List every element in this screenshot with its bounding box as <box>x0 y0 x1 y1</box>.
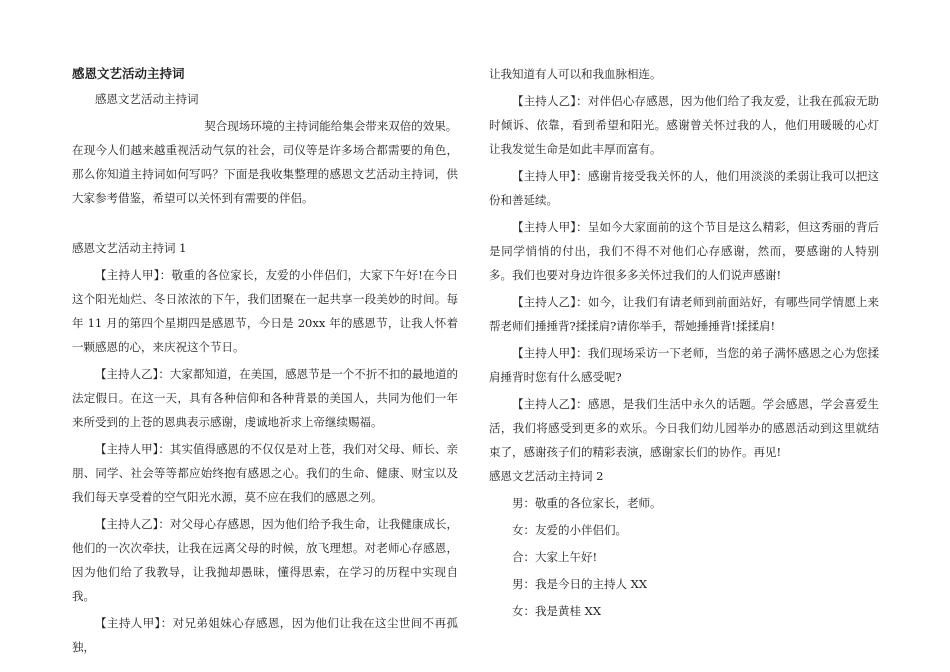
intro-first-line: 契合现场环境的主持词能给集会带来双倍的效果。 <box>204 119 458 133</box>
left-column <box>72 62 458 659</box>
document-subtitle: 感恩文艺活动主持词 <box>95 92 199 106</box>
dialogue-line: 女：友爱的小伴侣们。 <box>512 523 627 537</box>
right-column <box>489 62 879 623</box>
paragraph: 【主持人乙】：对父母心存感恩，因为他们给予我生命，让我健康成长，他们的一次次牵扶，让我在远离父母的时候，放飞理想。对老师心存感恩，因为他们给了我教导，让我抛却愚昧，懂得思索，在学习的历程中实现自我。 <box>72 517 458 603</box>
paragraph: 【主持人甲】：感谢肯接受我关怀的人，他们用淡淡的柔弱让我可以把这份和善延续。 <box>489 169 879 207</box>
dialogue-line: 女：我是黄桂 XX <box>512 604 602 618</box>
document-title: 感恩文艺活动主持词 <box>72 66 185 81</box>
paragraph: 【主持人甲】：我们现场采访一下老师，当您的弟子满怀感恩之心为您揉肩捶背时您有什么感受呢? <box>489 346 879 384</box>
paragraph: 【主持人甲】：对兄弟姐妹心存感恩，因为他们让我在这尘世间不再孤独， <box>72 616 458 654</box>
paragraph: 【主持人甲】：呈如今大家面前的这个节目是这么精彩，但这秀丽的背后是同学悄悄的付出，我们不得不对他们心存感谢，然而，要感谢的人特别多。我们也要对身边许很多多关怀过我们的人们说声感谢! <box>489 220 879 282</box>
paragraph: 【主持人乙】：对伴侣心存感恩，因为他们给了我友爱，让我在孤寂无助时倾诉、依靠，看到希望和阳光。感谢曾关怀过我的人，他们用暖暖的心灯让我发觉生命是如此丰厚而富有。 <box>489 94 879 156</box>
dialogue-line: 男：敬重的各位家长，老师。 <box>512 496 662 510</box>
continuation-line: 让我知道有人可以和我血脉相连。 <box>489 67 662 81</box>
paragraph: 【主持人乙】：大家都知道，在美国，感恩节是一个不折不扣的最地道的法定假日。在这一天，具有各种信仰和各种背景的美国人，共同为他们一年来所受到的上苍的恩典表示感谢，虔诚地祈求上帝继续赐福。 <box>72 367 458 429</box>
section-heading-1: 感恩文艺活动主持词 1 <box>72 241 187 255</box>
intro-paragraph: 在现今人们越来越重视活动气氛的社会，司仪等是许多场合都需要的角色，那么你知道主持词如何写吗？下面是我收集整理的感恩文艺活动主持词，供大家参考借鉴，希望可以关怀到有需要的伴侣。 <box>72 143 458 205</box>
dialogue-line: 合：大家上午好! <box>512 550 598 564</box>
section-heading-2: 感恩文艺活动主持词 2 <box>489 469 604 483</box>
paragraph: 【主持人甲】：敬重的各位家长，友爱的小伴侣们，大家下午好!在今日这个阳光灿烂、冬日浓浓的下午，我们团聚在一起共享一段美妙的时间。每年 11 月的第四个星期四是感恩节，今日是 20xx 年的感恩节，让我人怀着一颗感恩的心，来庆祝这个节日。 <box>72 268 458 354</box>
dialogue-line: 男：我是今日的主持人 XX <box>512 577 648 591</box>
paragraph: 【主持人乙】：如今，让我们有请老师到前面站好，有哪些同学情愿上来帮老师们捶捶背?揉揉肩?请你举手，帮她捶捶背!揉揉肩! <box>489 295 879 333</box>
paragraph: 【主持人甲】：其实值得感恩的不仅仅是对上苍，我们对父母、师长、亲朋、同学、社会等等都应始终抱有感恩之心。我们的生命、健康、财宝以及我们每天享受着的空气阳光水源，莫不应在我们的感恩之列。 <box>72 442 458 504</box>
paragraph: 【主持人乙】：感恩，是我们生活中永久的话题。学会感恩，学会喜爱生活，我们将感受到更多的欢乐。今日我们幼儿园举办的感恩活动到这里就结束了，感谢孩子们的精彩表演，感谢家长们的协作。再见! <box>489 397 879 459</box>
